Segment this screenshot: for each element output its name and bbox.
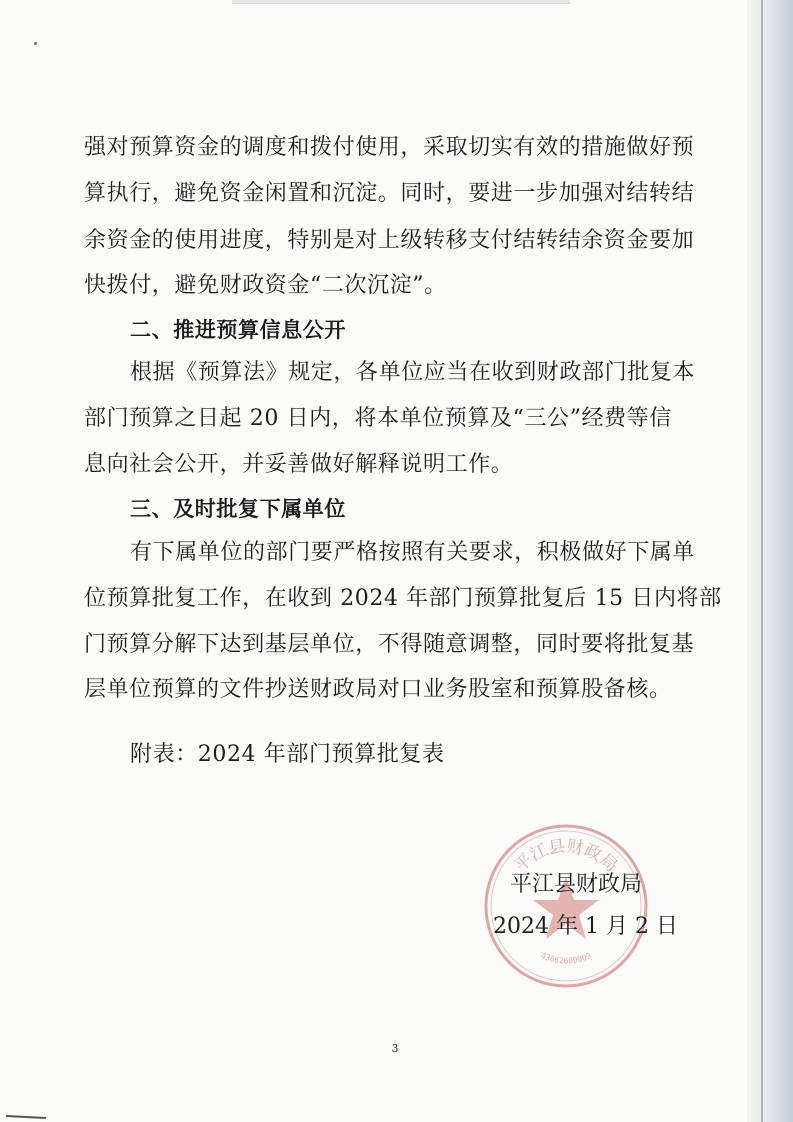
scan-dot [34,42,37,45]
attachment-note: 附表：2024 年部门预算批复表 [130,742,445,767]
page-number: 3 [391,1042,399,1055]
section-heading: 二、推进预算信息公开 [130,318,346,342]
paragraph-line: 根据《预算法》规定，各单位应当在收到财政部门批复本 [130,360,696,385]
scan-corner-mark [6,1115,46,1119]
paragraph-line: 层单位预算的文件抄送财政局对口业务股室和预算股备核。 [84,677,672,702]
scan-top-edge [232,0,570,4]
scan-right-line [761,0,763,1122]
paragraph-line: 息向社会公开，并妥善做好解释说明工作。 [84,452,514,477]
paragraph-line: 门预算分解下达到基层单位，不得随意调整，同时要将批复基 [84,632,695,657]
seal-serial: 43062600009 [539,951,593,966]
paragraph-line: 部门预算之日起 20 日内，将本单位预算及“三公”经费等信 [84,406,672,431]
issuer-name: 平江县财政局 [510,872,643,897]
issue-date: 2024 年 1 月 2 日 [493,914,678,939]
paragraph-line: 余资金的使用进度，特别是对上级转移支付结转结余资金要加 [84,228,695,253]
paragraph-line: 算执行，避免资金闲置和沉淀。同时，要进一步加强对结转结 [84,181,695,206]
section-heading: 三、及时批复下属单位 [130,497,346,521]
official-seal [478,818,654,994]
paragraph-line: 位预算批复工作，在收到 2024 年部门预算批复后 15 日内将部 [84,586,722,611]
paragraph-line: 快拨付，避免财政资金“二次沉淀”。 [84,273,447,298]
scan-right-shadow [747,0,793,1122]
paragraph-line: 强对预算资金的调度和拨付使用，采取切实有效的措施做好预 [84,135,695,160]
seal-text: 平江县财政局 [510,836,622,877]
paragraph-line: 有下属单位的部门要严格按照有关要求，积极做好下属单 [130,540,696,565]
